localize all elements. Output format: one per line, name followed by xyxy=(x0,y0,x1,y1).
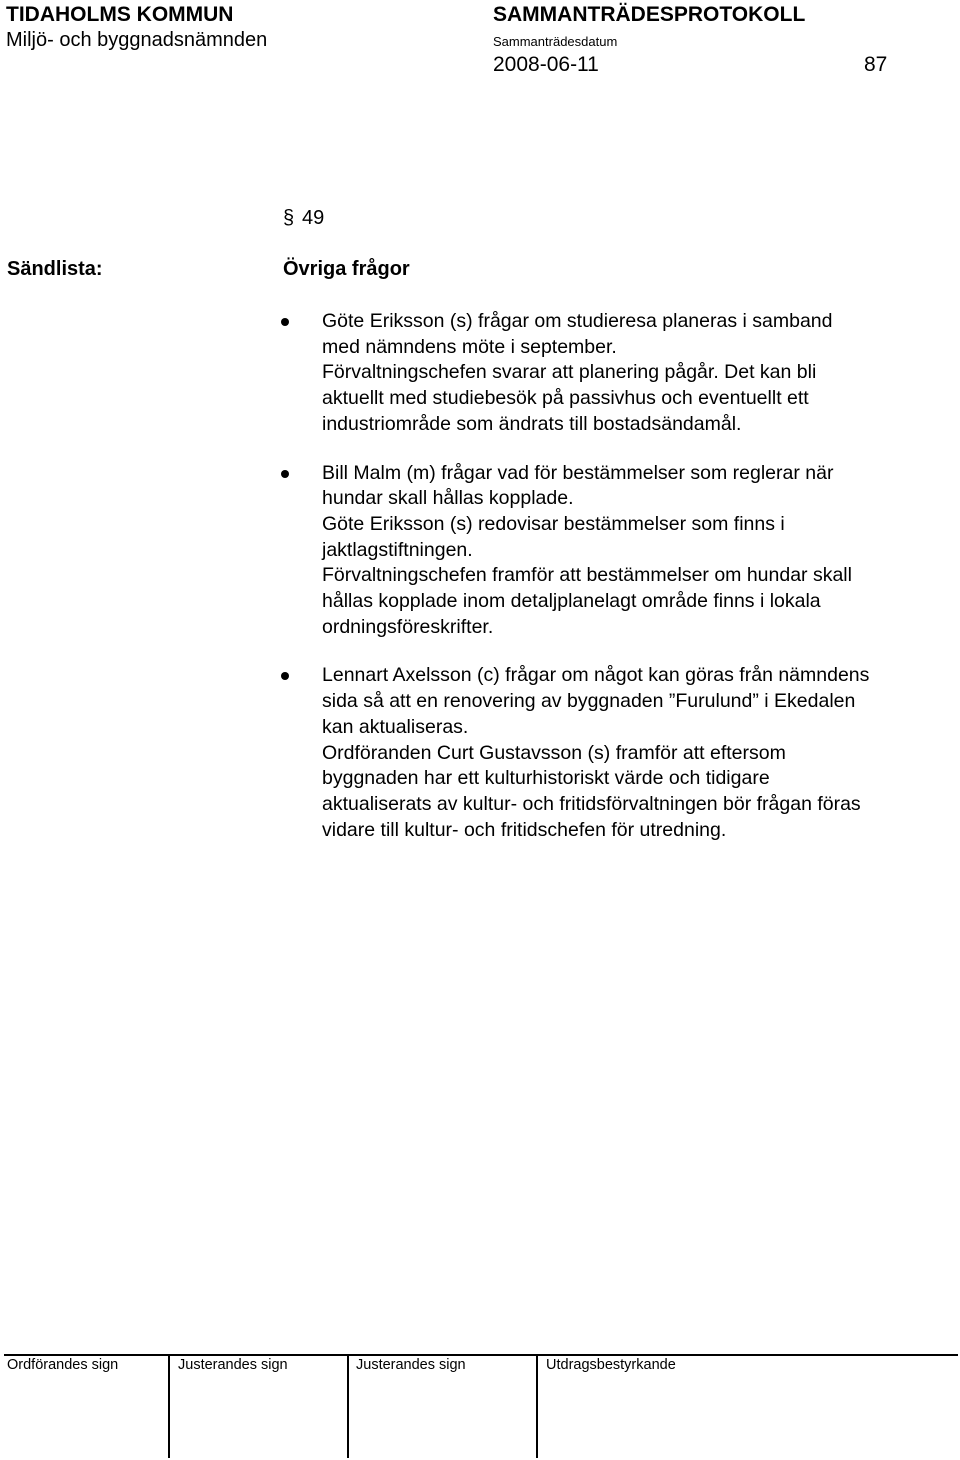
item-line: hundar skall hållas kopplade. xyxy=(322,487,574,510)
adjuster-signature-label: Justerandes sign xyxy=(178,1357,288,1373)
section-symbol: § xyxy=(283,207,295,229)
board-name: Miljö- och byggnadsnämnden xyxy=(6,29,268,51)
chair-signature-label: Ordförandes sign xyxy=(7,1357,119,1373)
item-line: Ordföranden Curt Gustavsson (s) framför att eftersom xyxy=(322,741,786,764)
item-line: Bill Malm (m) frågar vad för bestämmelser som reglerar när xyxy=(322,461,834,484)
page-number: 87 xyxy=(864,53,888,76)
footer-divider xyxy=(4,1354,958,1356)
adjuster-signature-label: Justerandes sign xyxy=(356,1357,466,1373)
item-line: aktuellt med studiebesök på passivhus och eventuellt ett xyxy=(322,387,809,410)
item-line: ordningsföreskrifter. xyxy=(322,615,494,638)
item-line: byggnaden har ett kulturhistoriskt värde och tidigare xyxy=(322,767,770,790)
item-line: Lennart Axelsson (c) frågar om något kan göras från nämndens xyxy=(322,664,870,687)
bullet-icon xyxy=(281,470,289,478)
item-line: Förvaltningschefen svarar att planering pågår. Det kan bli xyxy=(322,361,817,384)
item-line: Göte Eriksson (s) frågar om studieresa planeras i samband xyxy=(322,310,833,332)
item-line: med nämndens möte i september. xyxy=(322,335,617,358)
item-line: vidare till kultur- och fritidschefen för utredning. xyxy=(322,818,727,841)
item-line: kan aktualiseras. xyxy=(322,715,469,738)
list-item xyxy=(0,663,960,843)
signature-divider xyxy=(168,1354,170,1458)
item-line: aktualiserats av kultur- och fritidsförvaltningen bör frågan föras xyxy=(322,792,861,815)
item-line: Förvaltningschefen framför att bestämmelser om hundar skall xyxy=(322,564,852,587)
item-line: industriområde som ändrats till bostadsändamål. xyxy=(322,412,742,435)
list-item xyxy=(0,309,960,438)
meeting-date: 2008-06-11 xyxy=(493,53,599,76)
bullet-icon xyxy=(281,318,289,326)
list-item xyxy=(0,461,960,641)
section-number: 49 xyxy=(302,207,325,229)
document-type: SAMMANTRÄDESPROTOKOLL xyxy=(493,3,806,26)
item-line: jaktlagstiftningen. xyxy=(322,538,473,561)
certification-label: Utdragsbestyrkande xyxy=(546,1357,676,1373)
bullet-icon xyxy=(281,672,289,680)
item-line: sida så att en renovering av byggnaden ”Furulund” i Ekedalen xyxy=(322,690,856,713)
sendlist-label: Sändlista: xyxy=(7,258,103,280)
item-line: Göte Eriksson (s) redovisar bestämmelser som finns i xyxy=(322,512,785,535)
date-label: Sammanträdesdatum xyxy=(493,34,618,49)
signature-divider xyxy=(536,1354,538,1458)
signature-divider xyxy=(347,1354,349,1458)
item-line: hållas kopplade inom detaljplanelagt område finns i lokala xyxy=(322,590,821,613)
section-title: Övriga frågor xyxy=(283,258,410,280)
question-list xyxy=(0,309,960,866)
municipality-name: TIDAHOLMS KOMMUN xyxy=(6,3,234,26)
